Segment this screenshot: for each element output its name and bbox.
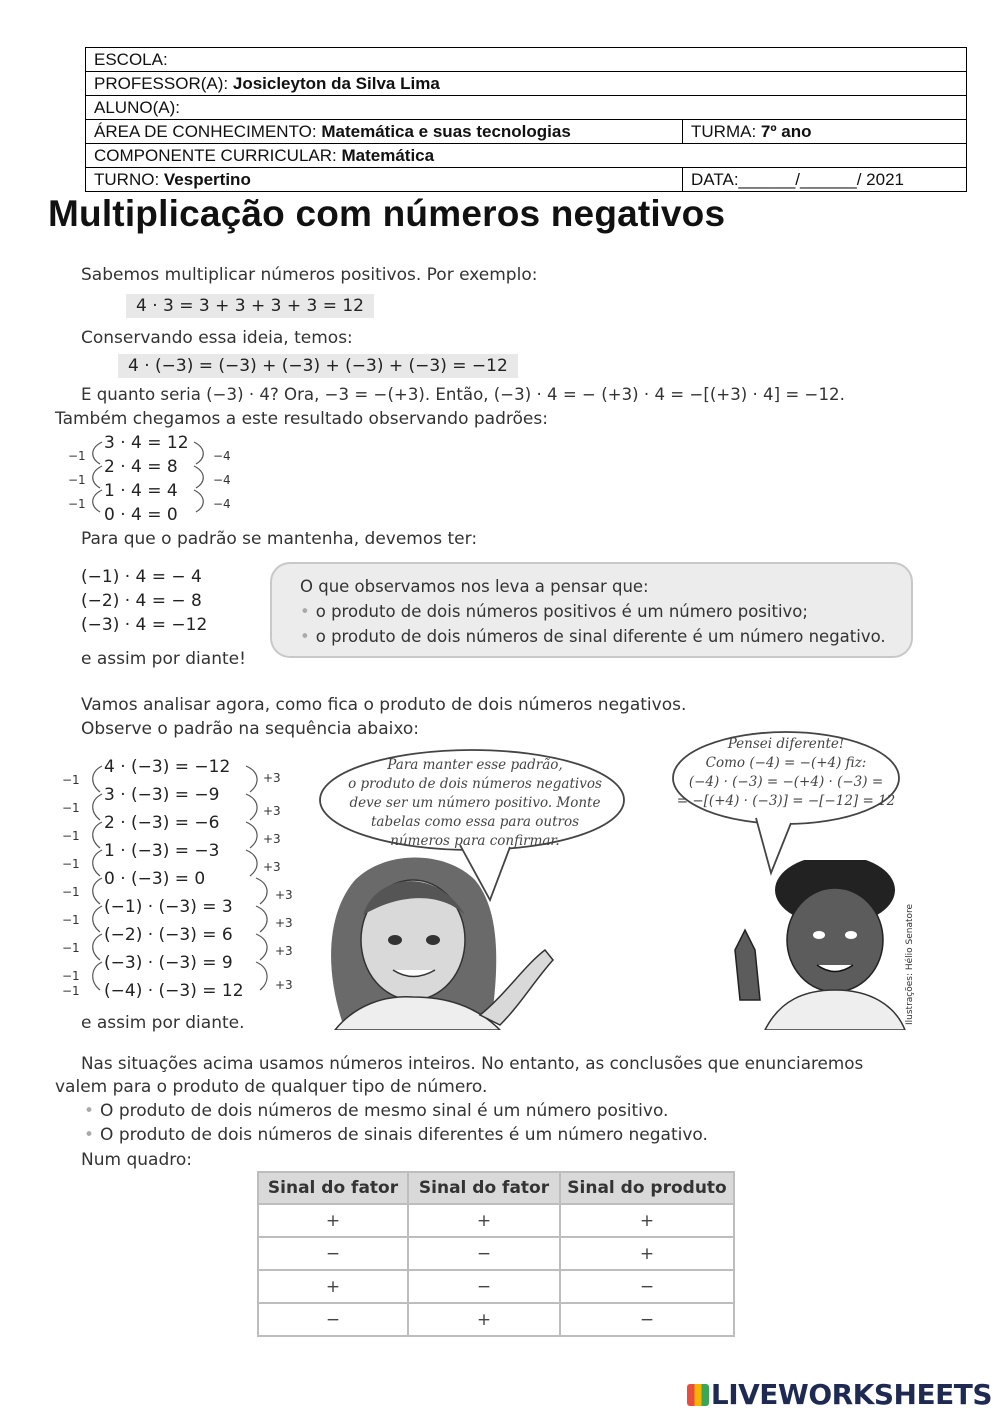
escola-label: ESCOLA: — [94, 49, 168, 69]
header-cell: Sinal do produto — [560, 1172, 734, 1204]
pattern-1-line: 3 · 4 = 12 — [104, 433, 189, 453]
pattern-2-line: (−2) · (−3) = 6 — [104, 925, 233, 945]
analysis-text: Vamos analisar agora, como fica o produto de dois números negativos. — [81, 695, 687, 715]
intro-text-1: Sabemos multiplicar números positivos. Por exemplo: — [81, 265, 538, 285]
and-so-on-2: e assim por diante. — [81, 1013, 245, 1033]
boy-bubble-line: Pensei diferente! — [727, 736, 845, 752]
table-cell: − — [560, 1270, 734, 1303]
logo-text: LIVEWORKSHEETS — [710, 1378, 992, 1411]
bullet-icon: • — [84, 1101, 95, 1121]
step-label-right: −4 — [213, 497, 231, 511]
logo-icon — [687, 1384, 709, 1406]
step-label-right: +3 — [263, 860, 281, 874]
pattern-2-line: 4 · (−3) = −12 — [104, 757, 231, 777]
step-label-right: +3 — [275, 978, 293, 992]
liveworksheets-logo[interactable] — [687, 1378, 992, 1411]
table-cell: + — [258, 1270, 408, 1303]
table-intro: Num quadro: — [81, 1150, 192, 1170]
table-cell: − — [560, 1303, 734, 1336]
table-cell: + — [408, 1303, 560, 1336]
table-cell: + — [560, 1204, 734, 1237]
step-label-left: −1 — [62, 885, 80, 899]
pattern-2-arrows — [84, 760, 284, 1010]
pattern-2-line: (−4) · (−3) = 12 — [104, 981, 244, 1001]
step-label-left: −1 — [68, 473, 86, 487]
pattern-2-line: (−3) · (−3) = 9 — [104, 953, 233, 973]
data-value: ______/______/ 2021 — [738, 169, 904, 189]
teacher-illustration — [315, 855, 560, 1030]
turma-label: TURMA: — [691, 121, 757, 141]
intro-text-4: Também chegamos a este resultado observando padrões: — [55, 409, 548, 429]
rule-2 — [84, 1125, 708, 1145]
step-label-right: +3 — [275, 888, 293, 902]
pattern-1-line: 2 · 4 = 8 — [104, 457, 178, 477]
bullet-icon: • — [300, 627, 310, 646]
professor-cell — [86, 72, 967, 96]
step-label-left: −1 — [62, 773, 80, 787]
teacher-bubble-line: Para manter esse padrão, — [387, 757, 563, 773]
step-label-right: −4 — [213, 449, 231, 463]
boy-bubble-text — [676, 735, 896, 811]
boy-bubble-line: Como (−4) = −(+4) fiz: — [705, 755, 867, 771]
escola-cell — [86, 48, 967, 72]
step-label-right: +3 — [263, 771, 281, 785]
conclusion-box — [270, 562, 913, 658]
conclusion-lead: O que observamos nos leva a pensar que: — [300, 577, 649, 596]
area-label: ÁREA DE CONHECIMENTO: — [94, 121, 317, 141]
neg-list-item: (−3) · 4 = −12 — [81, 615, 208, 635]
componente-value: Matemática — [341, 145, 435, 165]
illustration-credit: Ilustrações: Hélio Senatore — [905, 903, 915, 1025]
header-table — [85, 47, 967, 192]
pattern-2-line: 3 · (−3) = −9 — [104, 785, 220, 805]
pattern-1-line: 1 · 4 = 4 — [104, 481, 178, 501]
teacher-bubble-text — [330, 756, 620, 851]
closing-text-2: valem para o produto de qualquer tipo de número. — [55, 1077, 488, 1097]
step-label-left: −1 — [62, 857, 80, 871]
step-label-left: −1 — [68, 449, 86, 463]
table-cell: − — [258, 1303, 408, 1336]
turma-cell — [683, 120, 967, 144]
header-cell: Sinal do fator — [408, 1172, 560, 1204]
boy-bubble-line: = −[(+4) · (−3)] = −[−12] = 12 — [676, 793, 896, 809]
and-so-on-1: e assim por diante! — [81, 649, 246, 669]
pattern-1-arrows — [86, 436, 216, 526]
bullet-icon: • — [300, 602, 310, 621]
turno-cell — [86, 168, 683, 192]
sign-table — [257, 1171, 735, 1337]
data-cell[interactable] — [683, 168, 967, 192]
area-value: Matemática e suas tecnologias — [321, 121, 571, 141]
page-title: Multiplicação com números negativos — [48, 193, 726, 234]
table-row — [258, 1303, 734, 1336]
neg-list-item: (−1) · 4 = − 4 — [81, 567, 202, 587]
rule-1 — [84, 1101, 668, 1121]
step-label-right: +3 — [263, 804, 281, 818]
teacher-bubble-line: o produto de dois números negativos — [348, 776, 602, 792]
neg-list-item: (−2) · 4 = − 8 — [81, 591, 202, 611]
professor-label: PROFESSOR(A): — [94, 73, 229, 93]
sign-table-header — [258, 1172, 734, 1204]
turno-value: Vespertino — [163, 169, 251, 189]
table-cell: − — [408, 1270, 560, 1303]
pattern-2-line: (−1) · (−3) = 3 — [104, 897, 233, 917]
pattern-2-line: 1 · (−3) = −3 — [104, 841, 220, 861]
turno-label: TURNO: — [94, 169, 160, 189]
table-cell: − — [258, 1237, 408, 1270]
pattern-2-line: 2 · (−3) = −6 — [104, 813, 220, 833]
table-cell: + — [560, 1237, 734, 1270]
equation-2: 4 · (−3) = (−3) + (−3) + (−3) + (−3) = −12 — [118, 354, 518, 378]
step-label-right: +3 — [275, 916, 293, 930]
rule-1-text: O produto de dois números de mesmo sinal é um número positivo. — [100, 1101, 669, 1121]
aluno-cell — [86, 96, 967, 120]
aluno-label: ALUNO(A): — [94, 97, 180, 117]
bullet-icon: • — [84, 1125, 95, 1145]
table-cell: + — [258, 1204, 408, 1237]
closing-text-1: Nas situações acima usamos números inteiros. No entanto, as conclusões que enunciaremos — [81, 1053, 864, 1073]
table-row — [258, 1237, 734, 1270]
conclusion-bullet-2-text: o produto de dois números de sinal diferente é um número negativo. — [315, 627, 886, 646]
data-label: DATA: — [691, 169, 739, 189]
conclusion-bullet-2 — [300, 624, 911, 649]
table-cell: + — [408, 1204, 560, 1237]
pattern-1-line: 0 · 4 = 0 — [104, 505, 178, 525]
step-label-right: −4 — [213, 473, 231, 487]
pattern-text: Para que o padrão se mantenha, devemos ter: — [81, 529, 478, 549]
observe-text: Observe o padrão na sequência abaixo: — [81, 719, 420, 739]
step-label-right: +3 — [263, 832, 281, 846]
step-label-left: −1 — [62, 969, 80, 983]
teacher-bubble-line: deve ser um número positivo. Monte — [349, 795, 601, 811]
boy-illustration — [725, 860, 910, 1030]
teacher-bubble-line: tabelas como essa para outros — [370, 814, 580, 830]
intro-text-2: Conservando essa ideia, temos: — [81, 328, 353, 348]
intro-text-3: E quanto seria (−3) · 4? Ora, −3 = −(+3). Então, (−3) · 4 = − (+3) · 4 = −[(+3) · 4] = −12. — [81, 385, 845, 404]
step-label-left: −1 — [62, 984, 80, 998]
professor-value: Josicleyton da Silva Lima — [232, 73, 440, 93]
table-row — [258, 1204, 734, 1237]
conclusion-bullet-1-text: o produto de dois números positivos é um número positivo; — [315, 602, 808, 621]
step-label-left: −1 — [68, 497, 86, 511]
step-label-left: −1 — [62, 801, 80, 815]
step-label-right: +3 — [275, 944, 293, 958]
componente-label: COMPONENTE CURRICULAR: — [94, 145, 337, 165]
header-cell: Sinal do fator — [258, 1172, 408, 1204]
step-label-left: −1 — [62, 941, 80, 955]
componente-cell — [86, 144, 967, 168]
rule-2-text: O produto de dois números de sinais diferentes é um número negativo. — [100, 1125, 708, 1145]
equation-1: 4 · 3 = 3 + 3 + 3 + 3 = 12 — [126, 294, 374, 318]
step-label-left: −1 — [62, 829, 80, 843]
pattern-2-line: 0 · (−3) = 0 — [104, 869, 206, 889]
step-label-left: −1 — [62, 913, 80, 927]
turma-value: 7º ano — [760, 121, 812, 141]
teacher-bubble-line: números para confirmar. — [390, 833, 560, 849]
table-cell: − — [408, 1237, 560, 1270]
boy-bubble-line: (−4) · (−3) = −(+4) · (−3) = — [688, 774, 884, 790]
area-cell — [86, 120, 683, 144]
table-row — [258, 1270, 734, 1303]
conclusion-bullet-1 — [300, 599, 911, 624]
